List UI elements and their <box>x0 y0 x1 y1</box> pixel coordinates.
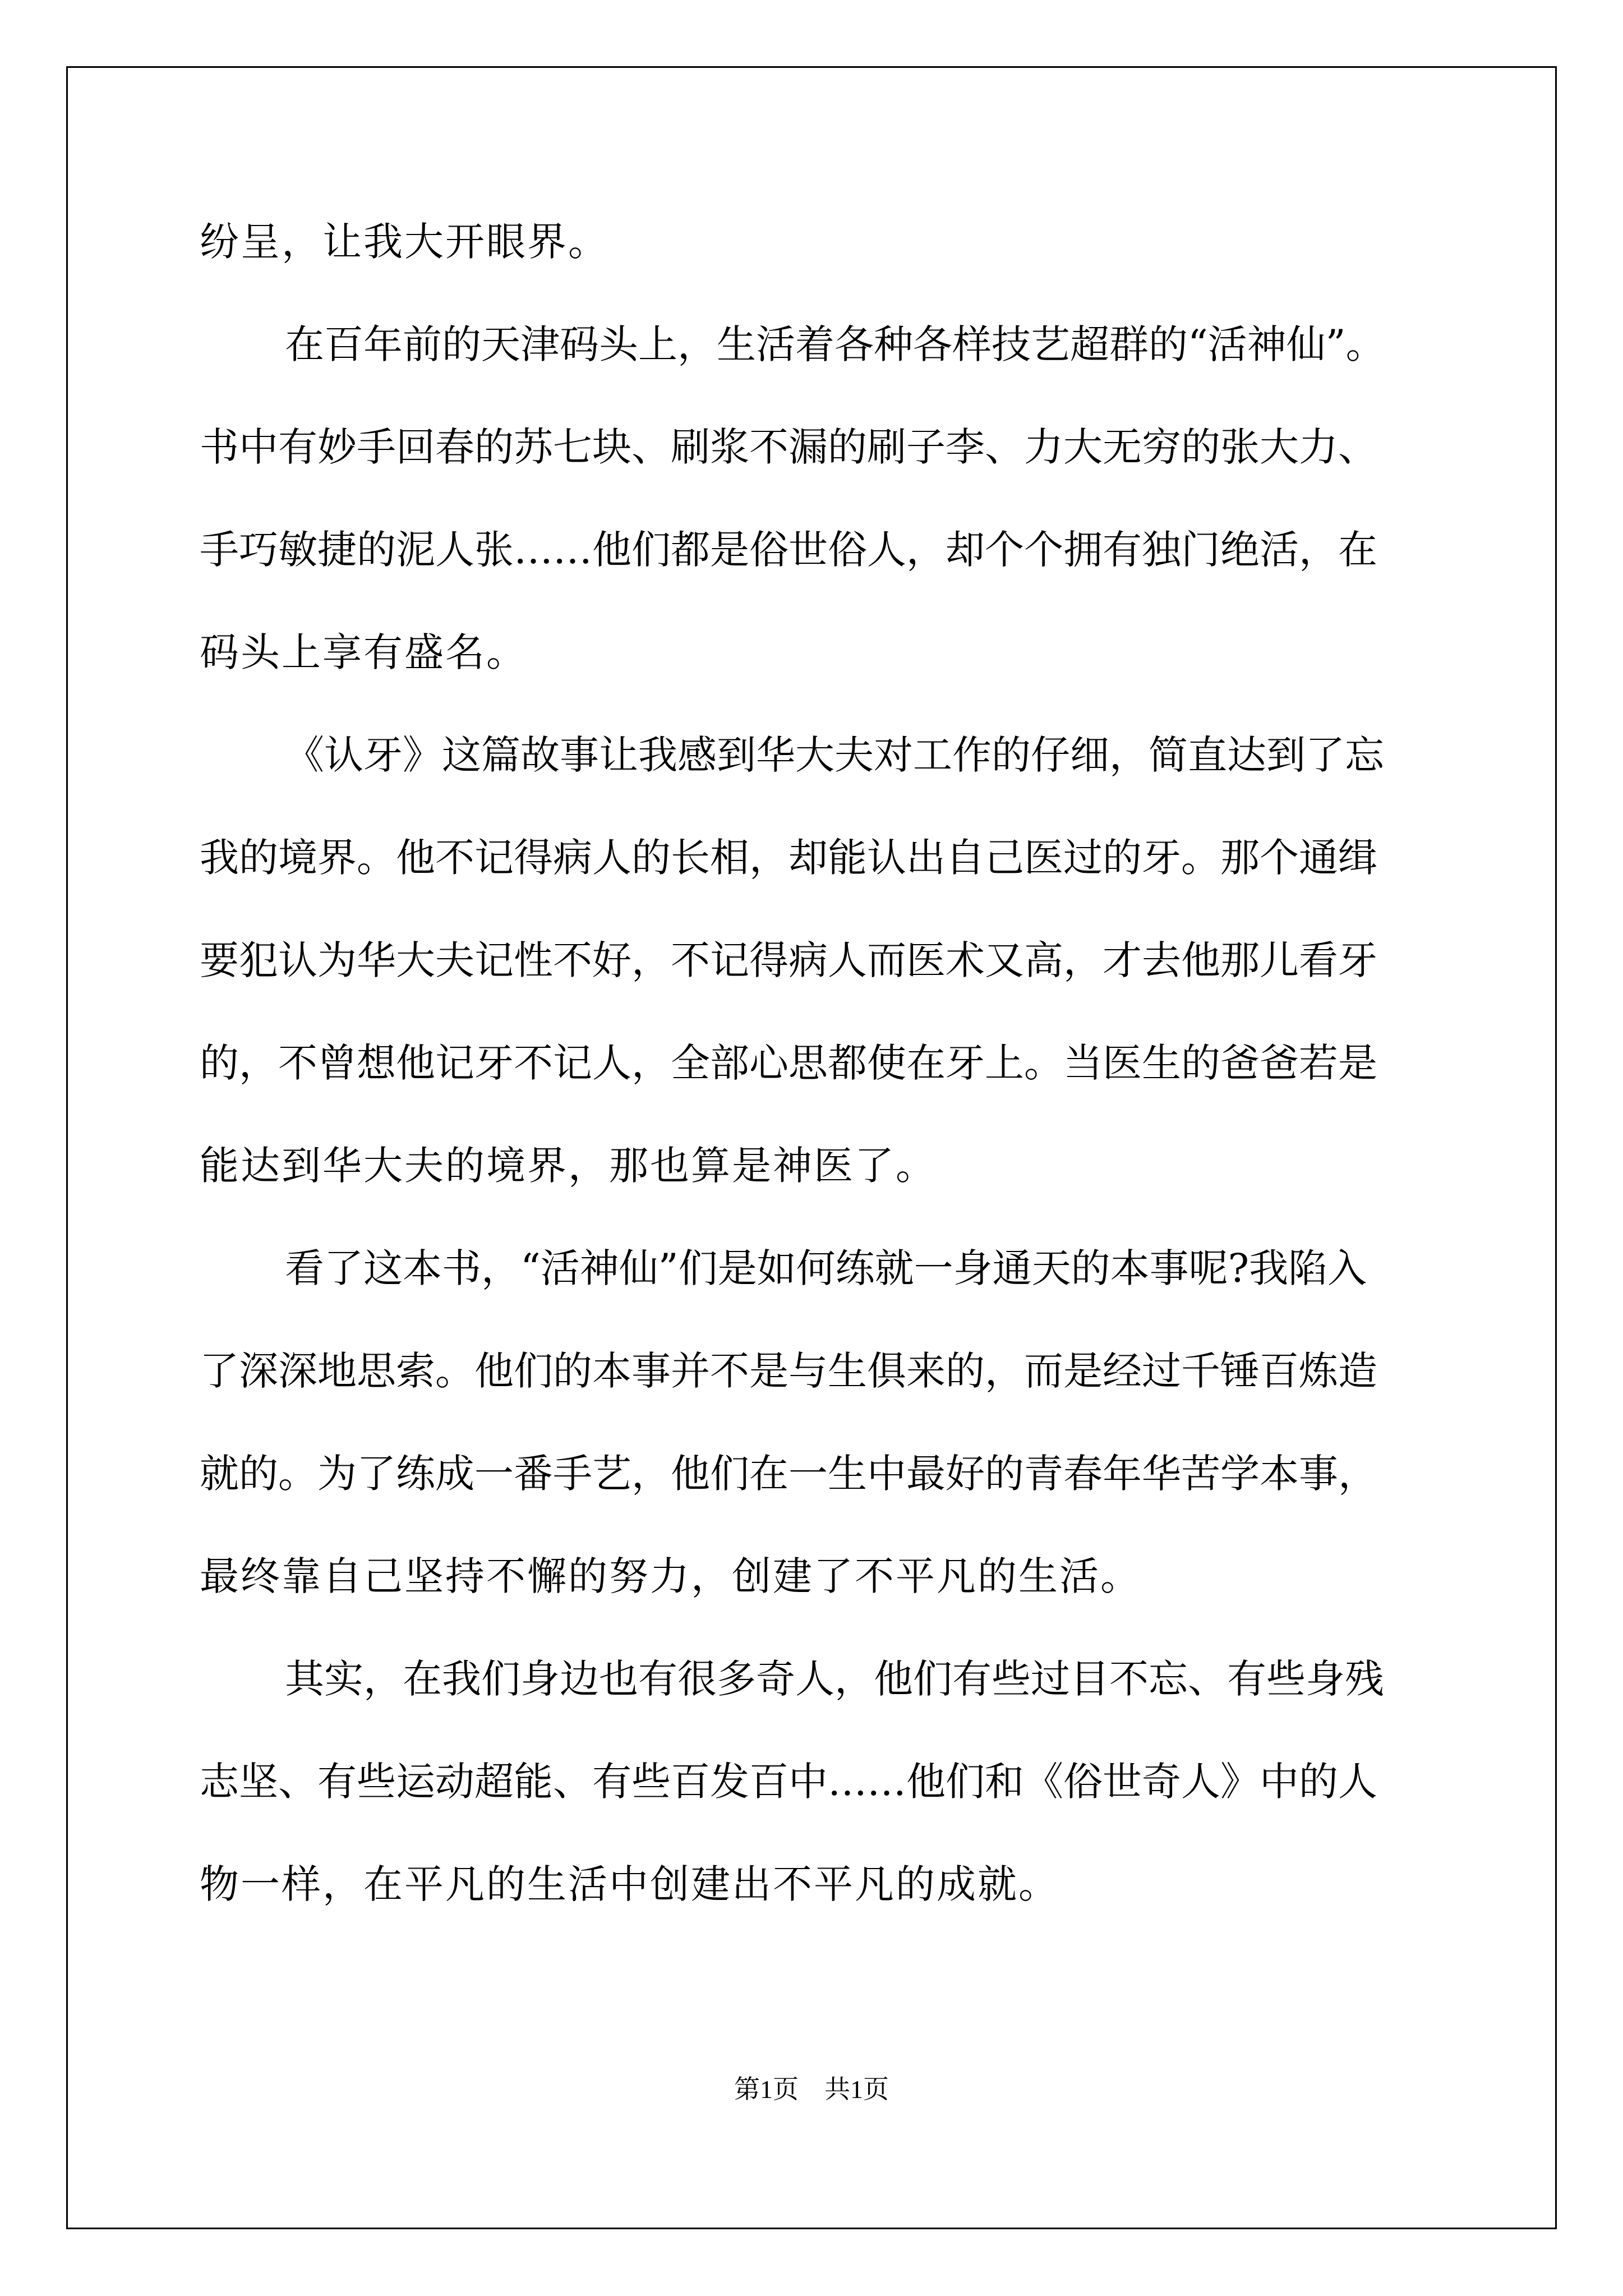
text-line: 码头上享有盛名。 <box>200 629 527 675</box>
page-number-footer: 第1页 共1页 <box>734 2075 889 2104</box>
text-line: 书中有妙手回春的苏七块、刷浆不漏的刷子李、力大无穷的张大力、 <box>200 424 1377 470</box>
text-line: 手巧敏捷的泥人张……他们都是俗世俗人，却个个拥有独门绝活，在 <box>200 527 1377 573</box>
text-line: 看了这本书，“活神仙”们是如何练就一身通天的本事呢?我陷入 <box>285 1245 1367 1291</box>
text-line: 的，不曾想他记牙不记人，全部心思都使在牙上。当医生的爸爸若是 <box>200 1040 1377 1086</box>
text-line: 了深深地思索。他们的本事并不是与生俱来的，而是经过千锤百炼造 <box>200 1348 1377 1394</box>
document-body <box>200 191 1439 1936</box>
text-line: 物一样，在平凡的生活中创建出不平凡的成就。 <box>200 1861 1059 1907</box>
text-line: 就的。为了练成一番手艺，他们在一生中最好的青春年华苦学本事， <box>200 1451 1377 1497</box>
text-line: 志坚、有些运动超能、有些百发百中……他们和《俗世奇人》中的人 <box>200 1759 1377 1805</box>
text-line: 《认牙》这篇故事让我感到华大夫对工作的仔细，简直达到了忘 <box>285 732 1384 778</box>
text-line: 最终靠自己坚持不懈的努力，创建了不平凡的生活。 <box>200 1553 1141 1599</box>
text-line: 其实，在我们身边也有很多奇人，他们有些过目不忘、有些身残 <box>285 1656 1384 1702</box>
text-line: 纷呈，让我大开眼界。 <box>200 219 609 265</box>
text-line: 我的境界。他不记得病人的长相，却能认出自己医过的牙。那个通缉 <box>200 835 1377 881</box>
text-line: 能达到华大夫的境界，那也算是神医了。 <box>200 1143 937 1189</box>
text-line: 在百年前的天津码头上，生活着各种各样技艺超群的“活神仙”。 <box>285 321 1385 367</box>
text-line: 要犯认为华大夫记性不好，不记得病人而医术又高，才去他那儿看牙 <box>200 937 1377 983</box>
